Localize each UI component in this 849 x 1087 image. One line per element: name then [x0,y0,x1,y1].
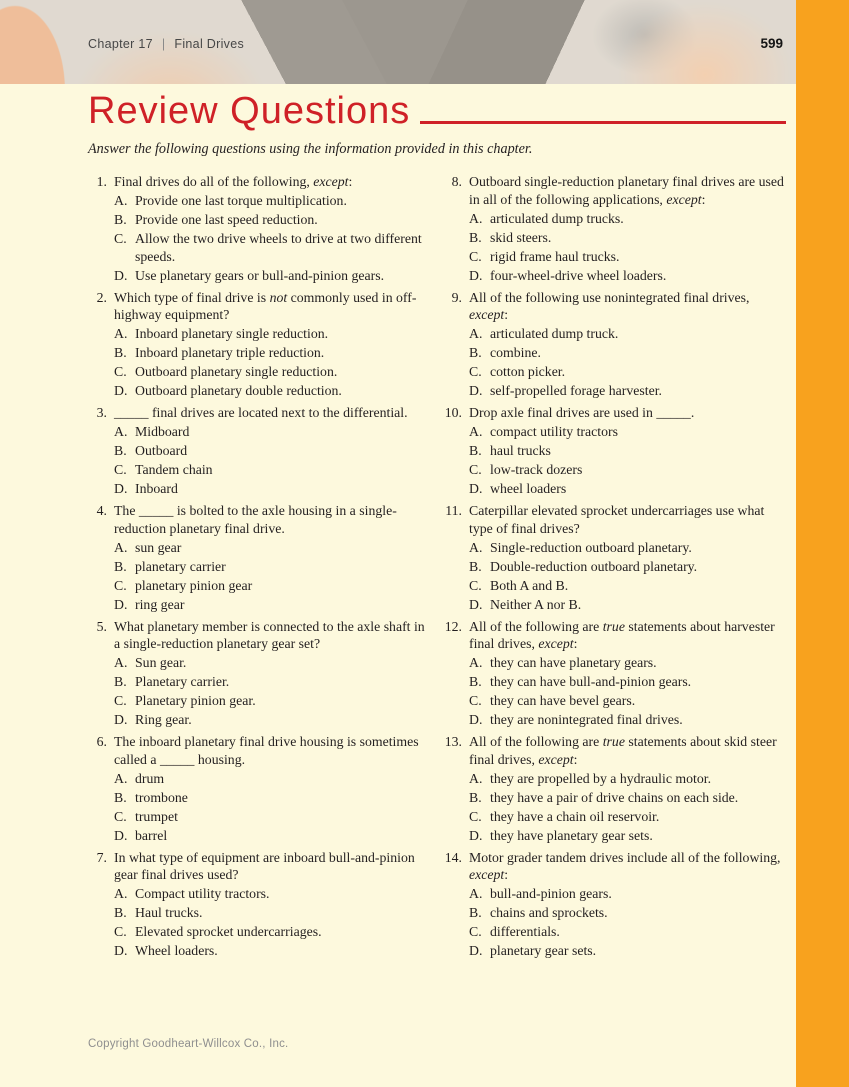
stem-segment: Motor grader tandem drives include all of the following, [469,849,781,865]
stem-segment: : [701,191,706,207]
question-number: 4. [96,503,107,519]
option-letter: D. [114,827,128,843]
chapter-label: Chapter 17 [88,37,153,51]
option-text: planetary carrier [135,558,226,574]
option-text: Planetary carrier. [135,674,230,690]
question-stem [114,502,433,537]
stem-segment: Drop axle final drives are used in _____. [469,405,695,421]
stem-segment: Final drives do all of the following, [114,174,314,190]
stem-segment: All of the following are [469,734,603,750]
option-text: Elevated sprocket undercarriages. [135,924,322,940]
option-item [469,382,788,400]
question-number: 2. [96,289,107,305]
option-letter: C. [469,364,482,380]
option-item [114,942,433,960]
option-letter: A. [469,770,483,786]
question-item [88,502,433,613]
question-number: 6. [96,734,107,750]
option-letter: D. [114,943,128,959]
question-body [469,289,788,400]
question-number: 8. [451,174,462,190]
question-number: 14. [444,849,462,865]
option-letter: D. [114,267,128,283]
question-stem [114,733,433,768]
question-stem [469,173,788,208]
option-text: Inboard planetary single reduction. [135,326,329,342]
option-text: articulated dump truck. [490,326,619,342]
stem-segment: : [504,867,509,883]
question-stem [469,849,788,884]
question-body [469,404,788,498]
option-letter: A. [114,539,128,555]
option-letter: B. [114,345,127,361]
option-letter: A. [114,326,128,342]
option-letter: D. [469,943,483,959]
option-item [469,770,788,788]
option-item [469,808,788,826]
question-stem [114,849,433,884]
option-item [469,577,788,595]
option-text: barrel [135,827,168,843]
option-letter: A. [469,886,483,902]
stem-segment: : [573,636,578,652]
section-label: Final Drives [174,37,245,51]
question-item [443,618,788,729]
instruction-text: Answer the following questions using the information provided in this chapter. [88,141,533,158]
question-stem [469,733,788,768]
question-item [443,289,788,400]
option-item [114,442,433,460]
option-item [469,673,788,691]
page-number: 599 [760,36,783,51]
option-item [469,229,788,247]
option-text: trumpet [135,808,178,824]
option-text: low-track dozers [490,462,583,478]
option-item [114,539,433,557]
stem-segment: commonly used in off-highway equipment? [114,289,417,323]
option-letter: B. [469,789,482,805]
option-text: compact utility tractors [490,424,618,440]
option-item [469,596,788,614]
option-letter: A. [469,326,483,342]
option-item [469,827,788,845]
stem-italic-segment: except [469,307,505,323]
option-text: they are nonintegrated final drives. [490,712,683,728]
option-item [114,692,433,710]
option-item [469,692,788,710]
option-text: Tandem chain [135,462,213,478]
question-number: 11. [445,503,462,519]
option-letter: D. [114,596,128,612]
option-text: they have a chain oil reservoir. [490,808,660,824]
option-letter: B. [469,674,482,690]
option-text: ring gear [135,596,185,612]
option-item [114,211,433,229]
option-item [114,577,433,595]
option-item [469,923,788,941]
option-item [114,192,433,210]
page-title: Review Questions [88,90,411,132]
page-content [88,84,788,964]
option-text: Outboard planetary single reduction. [135,364,338,380]
option-text: Neither A nor B. [490,596,582,612]
question-item [88,173,433,284]
option-letter: B. [114,212,127,228]
option-letter: A. [114,424,128,440]
option-text: four-wheel-drive wheel loaders. [490,267,667,283]
option-letter: D. [469,267,483,283]
option-text: they can have bevel gears. [490,693,636,709]
question-number: 3. [96,405,107,421]
option-letter: D. [469,712,483,728]
question-number: 10. [444,405,462,421]
question-body [114,289,433,400]
question-number: 7. [96,849,107,865]
option-text: they have planetary gear sets. [490,827,653,843]
question-body [114,618,433,729]
stem-segment: Which type of final drive is [114,289,270,305]
stem-segment: _____ final drives are located next to the differential. [114,405,408,421]
option-item [114,325,433,343]
option-text: they have a pair of drive chains on each side. [490,789,739,805]
stem-segment: : [573,751,578,767]
option-text: wheel loaders [490,481,567,497]
question-stem [114,404,433,422]
option-text: Use planetary gears or bull-and-pinion gears. [135,267,385,283]
question-body [469,502,788,613]
option-item [114,480,433,498]
page-edge-orange-bar [796,0,849,1087]
option-letter: A. [114,193,128,209]
stem-segment: statements about harvester final drives, [469,618,775,652]
option-text: Allow the two drive wheels to drive at two different speeds. [135,231,422,264]
option-letter: B. [114,558,127,574]
option-text: differentials. [490,924,560,940]
option-letter: C. [114,808,127,824]
option-item [114,904,433,922]
option-text: Inboard [135,481,178,497]
option-letter: C. [469,462,482,478]
question-item [443,404,788,498]
stem-segment: Caterpillar elevated sprocket undercarriages use what type of final drives? [469,503,765,536]
question-columns [88,173,788,964]
stem-italic-segment: except [538,751,574,767]
question-item [443,173,788,284]
stem-segment: Outboard single-reduction planetary final drives are used in all of the following applications, [469,174,784,207]
option-item [114,423,433,441]
option-item [469,423,788,441]
option-letter: C. [469,577,482,593]
option-letter: B. [114,789,127,805]
option-text: Sun gear. [135,655,187,671]
option-text: Outboard planetary double reduction. [135,383,342,399]
option-text: bull-and-pinion gears. [490,886,612,902]
option-text: Double-reduction outboard planetary. [490,558,698,574]
option-text: Provide one last torque multiplication. [135,193,347,209]
option-item [114,789,433,807]
option-item [114,596,433,614]
option-letter: C. [469,248,482,264]
option-letter: B. [469,443,482,459]
question-column-left [88,173,433,964]
option-item [469,210,788,228]
option-text: trombone [135,789,188,805]
option-item [114,363,433,381]
stem-segment: What planetary member is connected to the axle shaft in a single-reduction planetary gear set? [114,618,425,652]
option-item [114,808,433,826]
question-body [114,404,433,498]
option-text: planetary gear sets. [490,943,597,959]
option-item [114,461,433,479]
option-text: planetary pinion gear [135,577,253,593]
stem-segment: In what type of equipment are inboard bull-and-pinion gear final drives used? [114,849,415,883]
stem-segment: All of the following are [469,618,603,634]
question-body [469,173,788,284]
stem-italic-segment: not [269,289,288,305]
question-body [469,849,788,960]
option-text: Midboard [135,424,190,440]
option-letter: C. [114,577,127,593]
option-item [114,230,433,265]
option-text: Inboard planetary triple reduction. [135,345,325,361]
option-text: cotton picker. [490,364,566,380]
option-text: rigid frame haul trucks. [490,248,620,264]
option-item [114,770,433,788]
option-letter: C. [114,693,127,709]
option-letter: A. [114,655,128,671]
question-body [469,733,788,844]
option-item [469,558,788,576]
option-item [114,885,433,903]
option-letter: D. [114,481,128,497]
option-letter: A. [469,210,483,226]
option-letter: B. [469,345,482,361]
option-item [114,923,433,941]
option-text: they can have bull-and-pinion gears. [490,674,692,690]
stem-segment: The inboard planetary final drive housing is sometimes called a _____ housing. [114,734,419,767]
option-letter: D. [114,383,128,399]
option-text: Compact utility tractors. [135,886,270,902]
option-text: self-propelled forage harvester. [490,383,662,399]
question-number: 9. [451,289,462,305]
option-letter: B. [469,558,482,574]
option-letter: A. [469,424,483,440]
option-text: Haul trucks. [135,905,203,921]
stem-italic-segment: except [538,636,574,652]
option-text: skid steers. [490,229,552,245]
option-letter: C. [469,808,482,824]
option-text: Ring gear. [135,712,192,728]
option-item [114,654,433,672]
title-row [88,91,788,132]
option-text: Outboard [135,443,188,459]
chapter-banner-photo [0,0,796,84]
option-letter: B. [114,443,127,459]
option-text: Both A and B. [490,577,569,593]
question-item [443,733,788,844]
option-item [469,325,788,343]
option-text: Planetary pinion gear. [135,693,256,709]
option-item [469,942,788,960]
option-letter: C. [469,693,482,709]
question-stem [114,289,433,324]
copyright-notice: Copyright Goodheart-Willcox Co., Inc. [88,1038,289,1050]
option-item [114,344,433,362]
option-letter: A. [114,770,128,786]
option-text: sun gear [135,539,182,555]
option-item [469,248,788,266]
option-text: articulated dump trucks. [490,210,624,226]
question-number: 5. [96,618,107,634]
stem-segment: The _____ is bolted to the axle housing in a single-reduction planetary final drive. [114,503,397,536]
question-item [88,404,433,498]
stem-segment: statements about skid steer final drives, [469,734,777,767]
stem-italic-segment: except [469,867,505,883]
question-item [88,849,433,960]
option-text: chains and sprockets. [490,905,608,921]
option-letter: B. [469,229,482,245]
option-item [469,654,788,672]
question-body [469,618,788,729]
option-letter: D. [469,596,483,612]
question-column-right [443,173,788,964]
question-body [114,173,433,284]
option-item [469,480,788,498]
option-letter: A. [114,886,128,902]
option-letter: D. [114,712,128,728]
option-text: Provide one last speed reduction. [135,212,318,228]
question-stem [114,618,433,653]
option-item [114,827,433,845]
option-text: haul trucks [490,443,551,459]
question-number: 12. [444,618,462,634]
stem-segment: : [348,174,353,190]
question-body [114,733,433,844]
breadcrumb-divider: | [161,37,166,51]
question-number: 1. [96,174,107,190]
question-item [88,289,433,400]
stem-segment: : [504,307,509,323]
option-letter: C. [469,924,482,940]
question-number: 13. [444,734,462,750]
option-item [469,711,788,729]
option-text: drum [135,770,165,786]
question-body [114,502,433,613]
option-item [114,673,433,691]
option-item [114,558,433,576]
question-stem [114,173,433,191]
option-letter: B. [469,905,482,921]
question-stem [469,404,788,422]
option-letter: C. [114,231,127,247]
option-item [469,442,788,460]
option-letter: B. [114,905,127,921]
question-stem [469,289,788,324]
option-item [469,904,788,922]
breadcrumb [88,37,244,51]
option-item [469,344,788,362]
stem-italic-segment: true [602,734,625,750]
stem-italic-segment: except [666,191,702,207]
stem-segment: All of the following use nonintegrated final drives, [469,289,750,305]
option-item [469,267,788,285]
option-letter: C. [114,364,127,380]
option-letter: C. [114,924,127,940]
option-letter: D. [469,481,483,497]
option-item [114,711,433,729]
question-item [443,849,788,960]
option-letter: D. [469,827,483,843]
title-rule [420,121,786,124]
option-item [469,885,788,903]
option-text: they are propelled by a hydraulic motor. [490,770,712,786]
question-item [443,502,788,613]
question-stem [469,502,788,537]
question-item [88,618,433,729]
option-text: Single-reduction outboard planetary. [490,539,692,555]
stem-italic-segment: true [602,618,625,634]
option-letter: B. [114,674,127,690]
option-item [114,382,433,400]
option-letter: A. [469,655,483,671]
option-text: Wheel loaders. [135,943,218,959]
option-text: they can have planetary gears. [490,655,657,671]
option-letter: C. [114,462,127,478]
option-item [469,789,788,807]
option-item [469,363,788,381]
option-text: combine. [490,345,541,361]
option-item [469,539,788,557]
question-stem [469,618,788,653]
option-item [114,267,433,285]
question-body [114,849,433,960]
option-letter: D. [469,383,483,399]
option-item [469,461,788,479]
option-letter: A. [469,539,483,555]
question-item [88,733,433,844]
stem-italic-segment: except [313,174,349,190]
